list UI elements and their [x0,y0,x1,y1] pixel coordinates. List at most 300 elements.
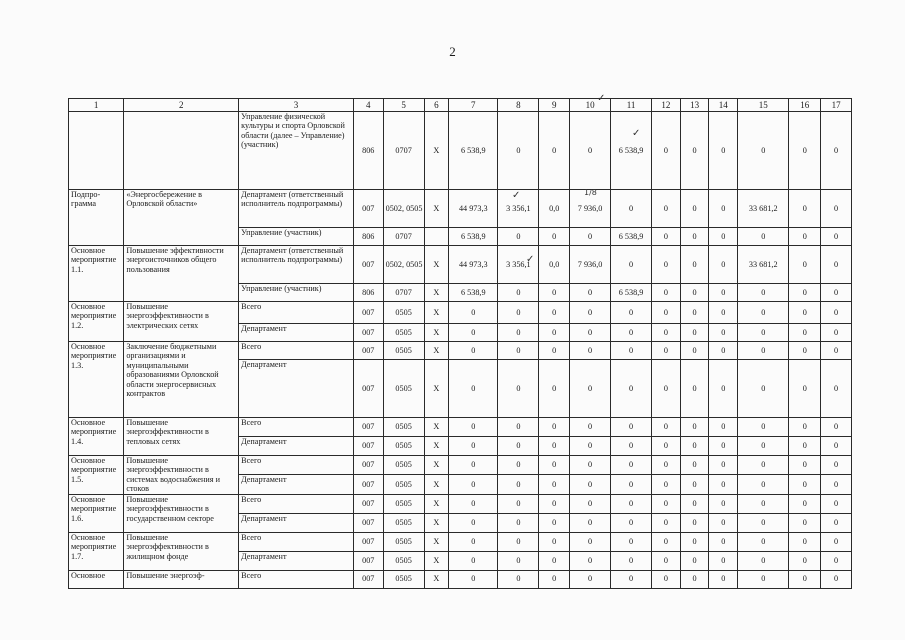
cell-c8: 3 356,1 [498,190,539,228]
cell-9: 10 [570,99,611,112]
cell-c14: 0 [709,551,738,570]
table-row [69,570,852,588]
cell-c11: 6 538,9 [611,284,652,302]
cell-c11: 0 [611,302,652,324]
cell-c7: 0 [449,418,498,437]
cell-c14: 0 [709,302,738,324]
cell-c13: 0 [680,475,709,494]
cell-c9: 0 [539,513,570,532]
cell-c12: 0 [652,112,681,190]
cell-c12: 0 [652,324,681,342]
cell-c8: 0 [498,513,539,532]
cell-c5: 0505 [383,551,424,570]
cell-c17: 0 [821,342,852,360]
cell-c13: 0 [680,190,709,228]
cell-c7: 44 973,3 [449,246,498,284]
cell-c17: 0 [821,475,852,494]
cell-c14: 0 [709,437,738,456]
cell-c3: Всего [239,494,354,513]
cell-c6: Х [424,360,449,418]
cell-c11: 0 [611,324,652,342]
cell-c4: 007 [353,437,383,456]
cell-c9: 0 [539,418,570,437]
cell-c17: 0 [821,360,852,418]
cell-c1: Основное мероприятие 1.4. [69,418,124,456]
cell-c3: Департамент (ответственный исполнитель подпрограммы) [239,246,354,284]
cell-c5: 0505 [383,302,424,324]
cell-c14: 0 [709,456,738,475]
cell-c14: 0 [709,284,738,302]
cell-6: 7 [449,99,498,112]
cell-c2 [124,112,239,190]
cell-c16: 0 [789,418,821,437]
cell-c5: 0505 [383,360,424,418]
cell-c11: 6 538,9 [611,112,652,190]
cell-c6: Х [424,342,449,360]
cell-c5: 0505 [383,342,424,360]
cell-c17: 0 [821,418,852,437]
cell-c3: Департамент [239,360,354,418]
cell-c2: Повышение энергоэффективности в государственном секторе [124,494,239,532]
cell-c4: 007 [353,342,383,360]
cell-c9: 0 [539,475,570,494]
cell-c2: «Энергосбережение в Орловской области» [124,190,239,246]
cell-2: 3 [239,99,354,112]
cell-c17: 0 [821,302,852,324]
table-row [69,532,852,551]
cell-c9: 0 [539,570,570,588]
cell-c4: 007 [353,551,383,570]
table-row [69,418,852,437]
cell-c7: 0 [449,302,498,324]
cell-c12: 0 [652,246,681,284]
cell-c1: Основное мероприятие 1.3. [69,342,124,418]
cell-10: 11 [611,99,652,112]
cell-c11: 0 [611,475,652,494]
cell-c6: Х [424,302,449,324]
cell-c8: 0 [498,228,539,246]
cell-c10: 0 [570,551,611,570]
cell-c14: 0 [709,532,738,551]
cell-c10: 0 [570,437,611,456]
cell-c12: 0 [652,342,681,360]
cell-c2: Повышение эффективности энергоисточников общего пользования [124,246,239,302]
cell-c1: Основное мероприятие 1.1. [69,246,124,302]
cell-c4: 007 [353,494,383,513]
cell-c10: 0 [570,342,611,360]
cell-c13: 0 [680,532,709,551]
cell-c3: Всего [239,302,354,324]
cell-c6: Х [424,112,449,190]
cell-c8: 0 [498,302,539,324]
cell-c16: 0 [789,513,821,532]
cell-c7: 44 973,3 [449,190,498,228]
check-mark: ✓ [597,93,606,104]
cell-c6: Х [424,437,449,456]
cell-c17: 0 [821,284,852,302]
cell-c16: 0 [789,228,821,246]
cell-c17: 0 [821,551,852,570]
cell-3: 4 [353,99,383,112]
cell-c5: 0502, 0505 [383,246,424,284]
cell-c14: 0 [709,246,738,284]
cell-c4: 007 [353,190,383,228]
cell-c11: 0 [611,246,652,284]
cell-c7: 0 [449,342,498,360]
cell-c16: 0 [789,246,821,284]
cell-13: 14 [709,99,738,112]
table-row [69,190,852,228]
cell-c9: 0,0 [539,246,570,284]
cell-c1: Основное мероприятие 1.6. [69,494,124,532]
cell-c4: 007 [353,513,383,532]
cell-c3: Всего [239,342,354,360]
cell-c13: 0 [680,494,709,513]
cell-c17: 0 [821,532,852,551]
cell-c7: 0 [449,456,498,475]
cell-c8: 0 [498,494,539,513]
cell-c8: 0 [498,551,539,570]
cell-c14: 0 [709,112,738,190]
cell-c1: Основное мероприятие 1.7. [69,532,124,570]
cell-c15: 33 681,2 [738,190,789,228]
cell-c9: 0 [539,456,570,475]
cell-c6: Х [424,456,449,475]
cell-c8: 0 [498,418,539,437]
cell-c12: 0 [652,360,681,418]
cell-c11: 0 [611,360,652,418]
cell-5: 6 [424,99,449,112]
cell-c1: Основное мероприятие 1.2. [69,302,124,342]
cell-1: 2 [124,99,239,112]
cell-c15: 0 [738,360,789,418]
cell-c8: 0 [498,456,539,475]
cell-c6: Х [424,246,449,284]
cell-c8: 0 [498,324,539,342]
cell-c7: 0 [449,437,498,456]
cell-c1: Подпро-грамма [69,190,124,246]
page-number: 2 [449,44,456,59]
cell-c7: 0 [449,494,498,513]
cell-c13: 0 [680,112,709,190]
cell-c17: 0 [821,324,852,342]
cell-c4: 007 [353,360,383,418]
cell-c14: 0 [709,513,738,532]
cell-c14: 0 [709,190,738,228]
cell-c16: 0 [789,570,821,588]
cell-c9: 0 [539,551,570,570]
cell-c10: 0 [570,360,611,418]
cell-c10: 0 [570,228,611,246]
cell-c17: 0 [821,437,852,456]
cell-c11: 0 [611,532,652,551]
cell-c12: 0 [652,228,681,246]
cell-c3: Департамент [239,513,354,532]
cell-c2: Повышение энергоэффективности в системах водоснабжения и стоков [124,456,239,495]
cell-c11: 0 [611,513,652,532]
cell-c17: 0 [821,570,852,588]
cell-c4: 007 [353,418,383,437]
cell-c9: 0 [539,494,570,513]
cell-c16: 0 [789,475,821,494]
cell-c1 [69,112,124,190]
cell-c10: 0 [570,302,611,324]
cell-c2: Заключение бюджетными организациями и муниципальными образованиями Орловской области энергосервисных контрактов [124,342,239,418]
cell-c14: 0 [709,228,738,246]
cell-c3: Департамент (ответственный исполнитель подпрограммы) [239,190,354,228]
cell-c13: 0 [680,302,709,324]
cell-c16: 0 [789,112,821,190]
cell-c8: 0 [498,437,539,456]
cell-c14: 0 [709,570,738,588]
cell-c6: Х [424,284,449,302]
cell-c9: 0 [539,342,570,360]
cell-c10: 0 [570,475,611,494]
cell-c7: 0 [449,475,498,494]
cell-c15: 0 [738,418,789,437]
cell-c5: 0502, 0505 [383,190,424,228]
cell-c8: 0 [498,342,539,360]
cell-c14: 0 [709,324,738,342]
cell-c10: 7 936,0 [570,190,611,228]
cell-c13: 0 [680,360,709,418]
cell-c3: Департамент [239,324,354,342]
cell-c8: 0 [498,570,539,588]
cell-c6: Х [424,532,449,551]
cell-c5: 0505 [383,513,424,532]
table-row [69,302,852,324]
cell-c4: 007 [353,302,383,324]
cell-c10: 0 [570,456,611,475]
cell-c15: 0 [738,302,789,324]
cell-c14: 0 [709,342,738,360]
cell-c7: 0 [449,324,498,342]
cell-c10: 0 [570,112,611,190]
cell-c4: 806 [353,228,383,246]
cell-c15: 0 [738,456,789,475]
check-mark: ✓ [512,190,521,201]
cell-c6: Х [424,551,449,570]
cell-c14: 0 [709,418,738,437]
cell-c5: 0707 [383,284,424,302]
cell-c3: Всего [239,456,354,475]
cell-c12: 0 [652,418,681,437]
cell-c14: 0 [709,475,738,494]
cell-c15: 0 [738,228,789,246]
cell-c11: 0 [611,456,652,475]
cell-c7: 6 538,9 [449,112,498,190]
cell-c5: 0505 [383,475,424,494]
cell-c15: 0 [738,437,789,456]
cell-c9: 0 [539,284,570,302]
table-row [69,494,852,513]
cell-c7: 6 538,9 [449,228,498,246]
cell-c10: 0 [570,513,611,532]
cell-c13: 0 [680,437,709,456]
cell-c9: 0 [539,112,570,190]
cell-c15: 0 [738,284,789,302]
cell-c9: 0 [539,302,570,324]
cell-c4: 007 [353,570,383,588]
cell-c12: 0 [652,513,681,532]
cell-c15: 0 [738,513,789,532]
cell-c10: 0 [570,570,611,588]
cell-c13: 0 [680,284,709,302]
cell-c2: Повышение энергоэф- [124,570,239,588]
cell-c5: 0505 [383,494,424,513]
cell-c13: 0 [680,228,709,246]
cell-c8: 0 [498,112,539,190]
cell-c3: Департамент [239,475,354,494]
cell-c15: 33 681,2 [738,246,789,284]
cell-c5: 0505 [383,570,424,588]
cell-c12: 0 [652,284,681,302]
cell-c1: Основное мероприятие 1.5. [69,456,124,495]
budget-table [68,98,852,589]
cell-c13: 0 [680,342,709,360]
cell-c4: 007 [353,324,383,342]
cell-c10: 0 [570,324,611,342]
cell-c9: 0,0 [539,190,570,228]
cell-14: 15 [738,99,789,112]
table-row [69,246,852,284]
cell-0: 1 [69,99,124,112]
cell-c14: 0 [709,494,738,513]
cell-c5: 0505 [383,437,424,456]
cell-c16: 0 [789,532,821,551]
cell-c6: Х [424,513,449,532]
handwritten-annotation: 1/8 [584,188,597,197]
cell-c7: 6 538,9 [449,284,498,302]
cell-c3: Департамент [239,551,354,570]
cell-c17: 0 [821,513,852,532]
cell-c6: Х [424,475,449,494]
cell-c15: 0 [738,570,789,588]
header-row [69,99,852,112]
cell-c9: 0 [539,228,570,246]
cell-c4: 007 [353,456,383,475]
cell-c9: 0 [539,324,570,342]
check-mark: ✓ [632,128,641,139]
cell-c3: Управление физической культуры и спорта Орловской области (далее – Управление) (участник) [239,112,354,190]
cell-c10: 7 936,0 [570,246,611,284]
cell-c16: 0 [789,324,821,342]
cell-c4: 007 [353,246,383,284]
cell-c16: 0 [789,437,821,456]
cell-c16: 0 [789,342,821,360]
cell-c13: 0 [680,418,709,437]
cell-c11: 0 [611,418,652,437]
cell-c5: 0505 [383,324,424,342]
cell-c12: 0 [652,437,681,456]
cell-c1: Основное [69,570,124,588]
cell-c2: Повышение энергоэффективности в тепловых сетях [124,418,239,456]
check-mark: ✓ [526,254,535,265]
cell-c6: Х [424,324,449,342]
cell-c13: 0 [680,324,709,342]
cell-c16: 0 [789,494,821,513]
cell-c13: 0 [680,570,709,588]
cell-c12: 0 [652,551,681,570]
table-row [69,342,852,360]
cell-c9: 0 [539,532,570,551]
cell-c11: 0 [611,551,652,570]
cell-c11: 0 [611,342,652,360]
cell-c3: Всего [239,418,354,437]
cell-c13: 0 [680,551,709,570]
cell-c17: 0 [821,228,852,246]
cell-c5: 0505 [383,456,424,475]
cell-c15: 0 [738,342,789,360]
cell-c8: 0 [498,475,539,494]
table-row [69,456,852,475]
cell-c12: 0 [652,494,681,513]
cell-12: 13 [680,99,709,112]
cell-c2: Повышение энергоэффективности в жилищном фонде [124,532,239,570]
cell-c12: 0 [652,302,681,324]
cell-c17: 0 [821,190,852,228]
cell-c15: 0 [738,494,789,513]
cell-c3: Управление (участник) [239,284,354,302]
cell-c11: 0 [611,570,652,588]
cell-c15: 0 [738,324,789,342]
cell-c11: 0 [611,494,652,513]
cell-c16: 0 [789,302,821,324]
cell-c15: 0 [738,551,789,570]
cell-11: 12 [652,99,681,112]
cell-c11: 0 [611,437,652,456]
cell-c12: 0 [652,456,681,475]
cell-4: 5 [383,99,424,112]
cell-c9: 0 [539,437,570,456]
cell-c10: 0 [570,532,611,551]
cell-c17: 0 [821,494,852,513]
cell-c16: 0 [789,190,821,228]
cell-c5: 0505 [383,418,424,437]
cell-c12: 0 [652,475,681,494]
cell-c6 [424,228,449,246]
cell-16: 17 [821,99,852,112]
cell-c15: 0 [738,112,789,190]
cell-c5: 0707 [383,112,424,190]
cell-c7: 0 [449,570,498,588]
table-row [69,112,852,190]
cell-c12: 0 [652,532,681,551]
cell-c7: 0 [449,513,498,532]
cell-c14: 0 [709,360,738,418]
cell-c4: 007 [353,475,383,494]
cell-c6: Х [424,190,449,228]
cell-c17: 0 [821,112,852,190]
cell-c4: 806 [353,284,383,302]
cell-c13: 0 [680,456,709,475]
cell-c8: 0 [498,284,539,302]
cell-8: 9 [539,99,570,112]
cell-c4: 007 [353,532,383,551]
cell-c8: 3 356,1 [498,246,539,284]
cell-c4: 806 [353,112,383,190]
cell-c10: 0 [570,494,611,513]
cell-c16: 0 [789,551,821,570]
cell-c5: 0707 [383,228,424,246]
cell-c6: Х [424,494,449,513]
cell-c3: Всего [239,532,354,551]
cell-c7: 0 [449,532,498,551]
cell-c16: 0 [789,360,821,418]
cell-c11: 6 538,9 [611,228,652,246]
cell-c15: 0 [738,532,789,551]
cell-c2: Повышение энергоэффективности в электрических сетях [124,302,239,342]
